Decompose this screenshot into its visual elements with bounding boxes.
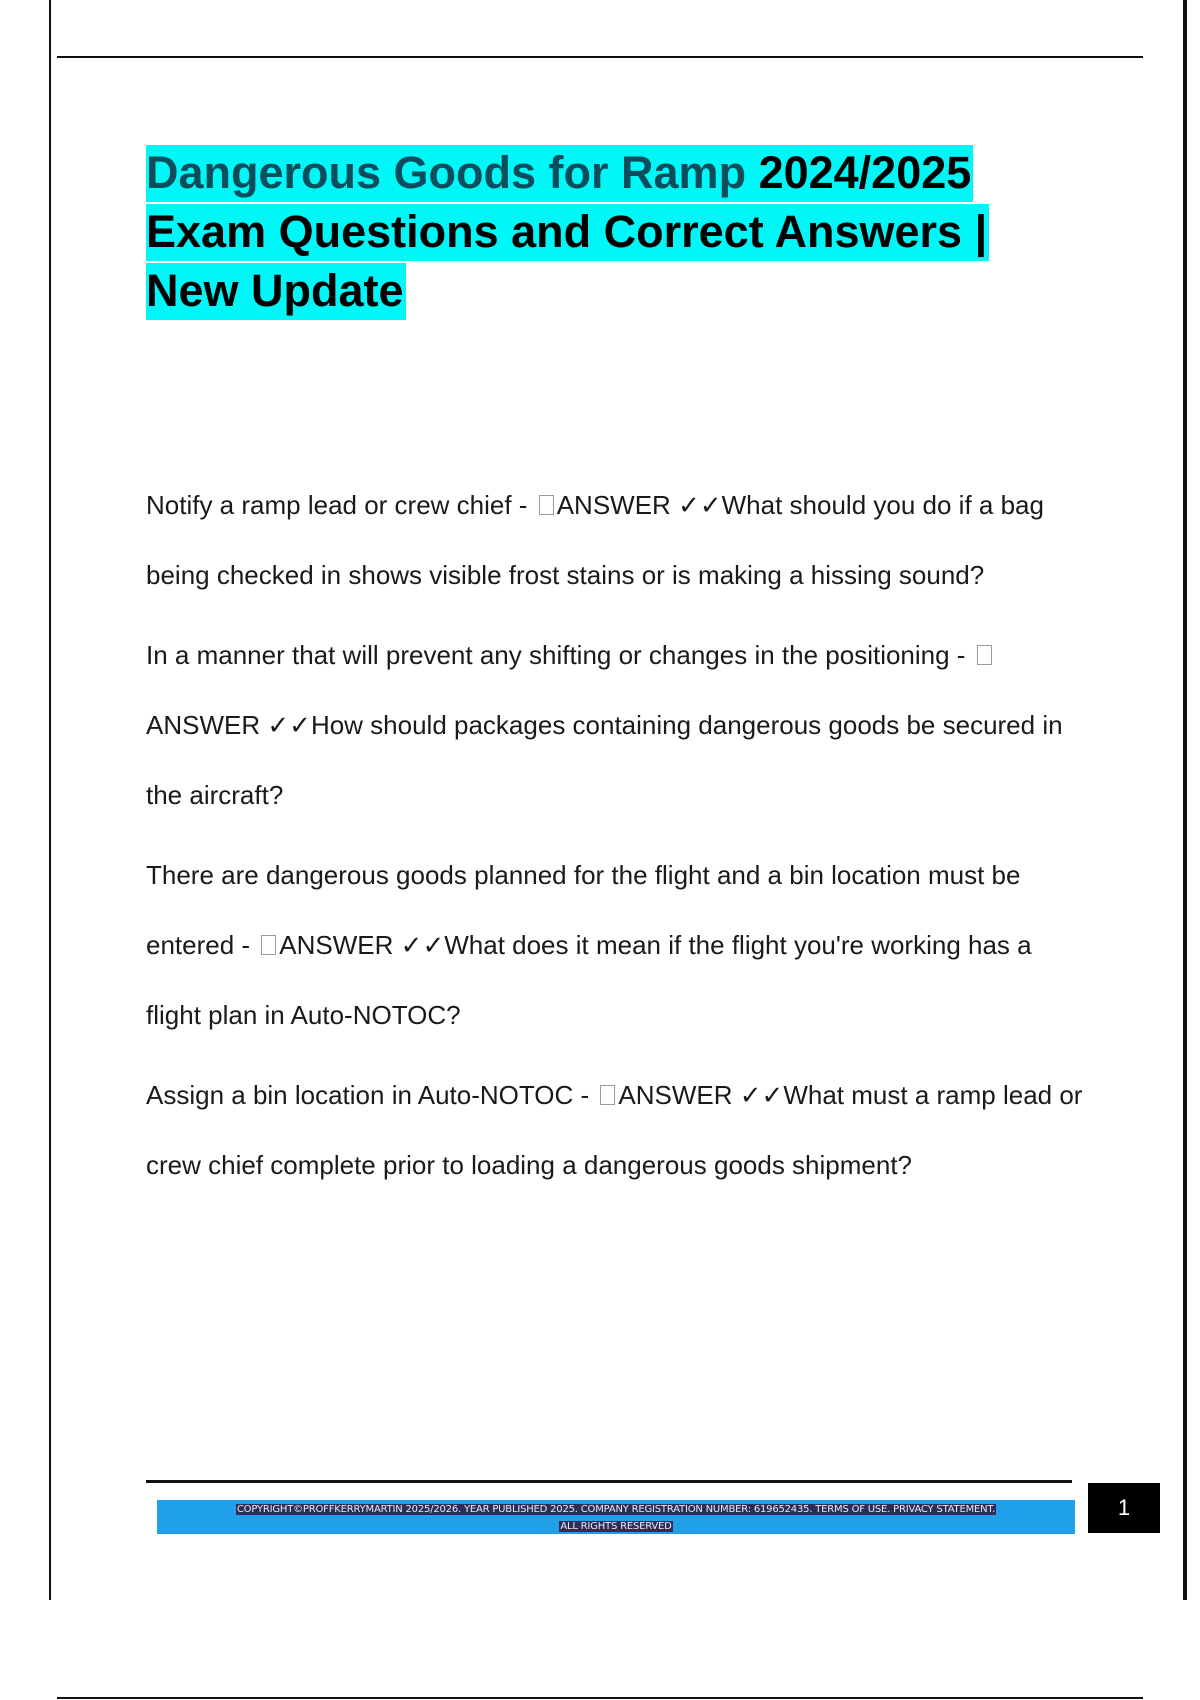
- title-line-2: Exam Questions and Correct Answers |: [146, 204, 989, 261]
- copyright-footer: [158, 1501, 1074, 1535]
- page-number: 1: [1088, 1483, 1160, 1533]
- box-icon: [261, 935, 276, 955]
- answer-marker: ANSWER: [556, 490, 671, 520]
- qa-item: [146, 470, 1086, 610]
- qa-list: [146, 470, 1086, 1210]
- copyright-line-1: COPYRIGHT©PROFFKERRYMARTIN 2025/2026. YEAR PUBLISHED 2025. COMPANY REGISTRATION NUMBER: 619652435. TERMS OF USE. PRIVACY STATEMENT.: [236, 1504, 996, 1515]
- qa-question: How should packages containing dangerous goods be secured in the aircraft?: [146, 710, 1063, 810]
- qa-answer: There are dangerous goods planned for the flight and a bin location must be entered -: [146, 860, 1021, 960]
- box-icon: [600, 1085, 615, 1105]
- qa-question: What should you do if a bag being checked in shows visible frost stains or is making a hissing sound?: [146, 490, 1044, 590]
- qa-item: [146, 840, 1086, 1050]
- check-marks: ✓✓: [678, 490, 722, 520]
- title-line-1: Dangerous Goods for Ramp 2024/2025: [146, 145, 973, 202]
- page-frame-right: [1183, 0, 1187, 1600]
- copyright-line-2: ALL RIGHTS RESERVED: [560, 1521, 672, 1532]
- qa-question: What does it mean if the flight you're working has a flight plan in Auto-NOTOC?: [146, 930, 1032, 1030]
- title-line-3: New Update: [146, 263, 406, 320]
- qa-item: [146, 620, 1086, 830]
- answer-marker: ANSWER: [618, 1080, 733, 1110]
- top-rule: [57, 56, 1143, 58]
- answer-marker: ANSWER: [279, 930, 394, 960]
- box-icon: [977, 645, 992, 665]
- check-marks: ✓✓: [267, 710, 311, 740]
- qa-answer: In a manner that will prevent any shifting or changes in the positioning -: [146, 640, 973, 670]
- check-marks: ✓✓: [739, 1080, 784, 1110]
- bottom-rule: [57, 1697, 1143, 1699]
- qa-answer: Assign a bin location in Auto-NOTOC -: [146, 1080, 597, 1110]
- answer-marker: ANSWER: [146, 710, 261, 740]
- qa-answer: Notify a ramp lead or crew chief -: [146, 490, 535, 520]
- qa-item: [146, 1060, 1086, 1200]
- box-icon: [539, 495, 554, 515]
- qa-question: What must a ramp lead or crew chief complete prior to loading a dangerous goods shipment?: [146, 1080, 1083, 1180]
- document-title: [146, 143, 1106, 320]
- page-frame-left: [49, 0, 51, 1600]
- footer-rule: [146, 1480, 1072, 1483]
- check-marks: ✓✓: [400, 930, 445, 960]
